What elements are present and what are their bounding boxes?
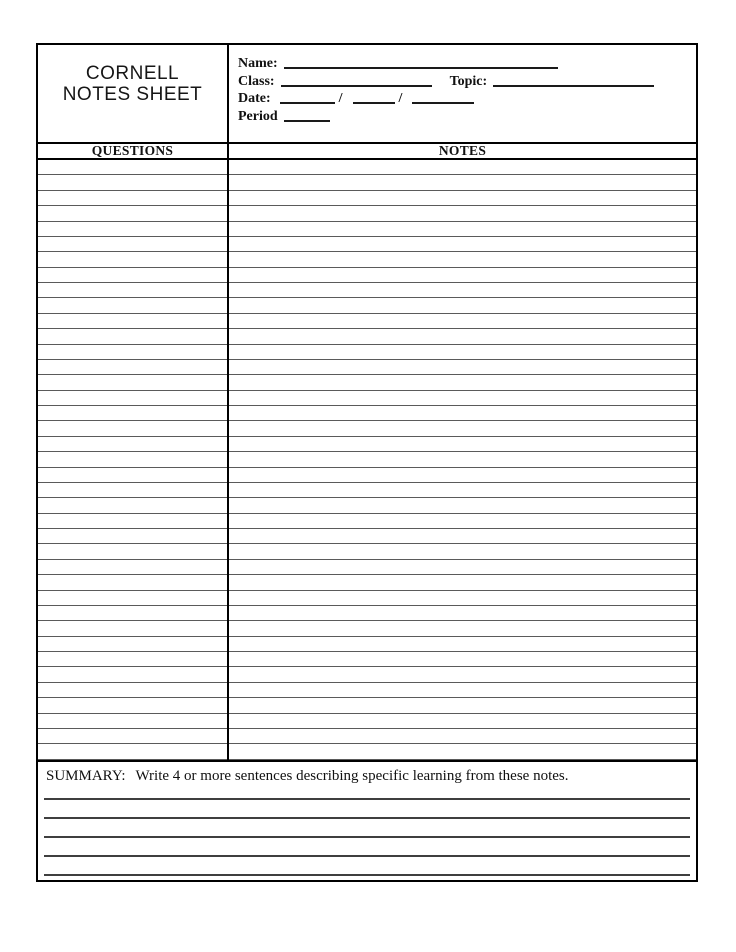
note-row-line [38, 744, 696, 759]
note-row-line [38, 637, 696, 652]
note-row-line [38, 544, 696, 559]
note-row-line [38, 529, 696, 544]
note-row-line [38, 468, 696, 483]
note-row-line [38, 621, 696, 636]
column-divider [227, 160, 229, 760]
note-row-line [38, 437, 696, 452]
period-row [238, 108, 690, 126]
summary-writing-line [44, 857, 690, 876]
note-row-line [38, 175, 696, 190]
note-row-line [38, 606, 696, 621]
note-row-line [38, 268, 696, 283]
date-label: Date: [238, 91, 271, 106]
period-label: Period [238, 108, 278, 124]
name-blank-line [284, 65, 558, 69]
note-row-line [38, 222, 696, 237]
summary-instruction: Write 4 or more sentences describing specific learning from these notes. [135, 768, 569, 784]
notes-column-header: NOTES [438, 143, 487, 158]
note-row-line [38, 652, 696, 667]
topic-blank-line [493, 83, 654, 87]
note-row-line [38, 283, 696, 298]
notes-table [38, 160, 696, 760]
name-row [238, 55, 690, 73]
note-row-line [38, 298, 696, 313]
period-blank-line [284, 118, 330, 122]
title-box [38, 45, 229, 142]
note-row-line [38, 375, 696, 390]
column-header-row [38, 142, 696, 160]
summary-writing-line [44, 819, 690, 838]
date-month-blank-line [280, 100, 335, 104]
note-row-line [38, 667, 696, 682]
summary-writing-line [44, 800, 690, 819]
sheet-title: CORNELL NOTES SHEET [62, 62, 203, 105]
note-row-line [38, 314, 696, 329]
note-row-line [38, 575, 696, 590]
note-row-line [38, 252, 696, 267]
class-label: Class: [238, 73, 275, 89]
note-row-line [38, 329, 696, 344]
note-row-line [38, 237, 696, 252]
note-row-line [38, 591, 696, 606]
topic-label: Topic: [449, 73, 488, 89]
summary-label: SUMMARY: [46, 768, 126, 784]
date-slash: / [338, 91, 343, 106]
note-row-line [38, 160, 696, 175]
note-row-line [38, 452, 696, 467]
note-row-line [38, 683, 696, 698]
class-blank-line [281, 83, 432, 87]
note-row-line [38, 714, 696, 729]
date-year-blank-line [412, 100, 474, 104]
note-row-line [38, 406, 696, 421]
header-section [38, 45, 696, 142]
note-row-line [38, 345, 696, 360]
note-row-line [38, 391, 696, 406]
summary-writing-lines [44, 785, 690, 876]
summary-section [38, 760, 696, 880]
summary-text [46, 767, 688, 785]
date-row [238, 90, 690, 108]
info-box [229, 45, 696, 142]
note-row-line [38, 698, 696, 713]
note-row-line [38, 360, 696, 375]
summary-writing-line [44, 785, 690, 800]
note-row-line [38, 498, 696, 513]
summary-writing-line [44, 838, 690, 857]
note-row-line [38, 514, 696, 529]
questions-column-header: QUESTIONS [38, 144, 229, 158]
note-row-line [38, 483, 696, 498]
name-label: Name: [238, 56, 278, 71]
date-day-blank-line [353, 100, 395, 104]
cornell-notes-sheet [36, 43, 698, 882]
note-row-line [38, 729, 696, 744]
note-row-line [38, 191, 696, 206]
note-row-line [38, 206, 696, 221]
class-topic-row [238, 73, 690, 91]
note-row-line [38, 560, 696, 575]
note-row-line [38, 421, 696, 436]
date-slash: / [398, 91, 403, 106]
